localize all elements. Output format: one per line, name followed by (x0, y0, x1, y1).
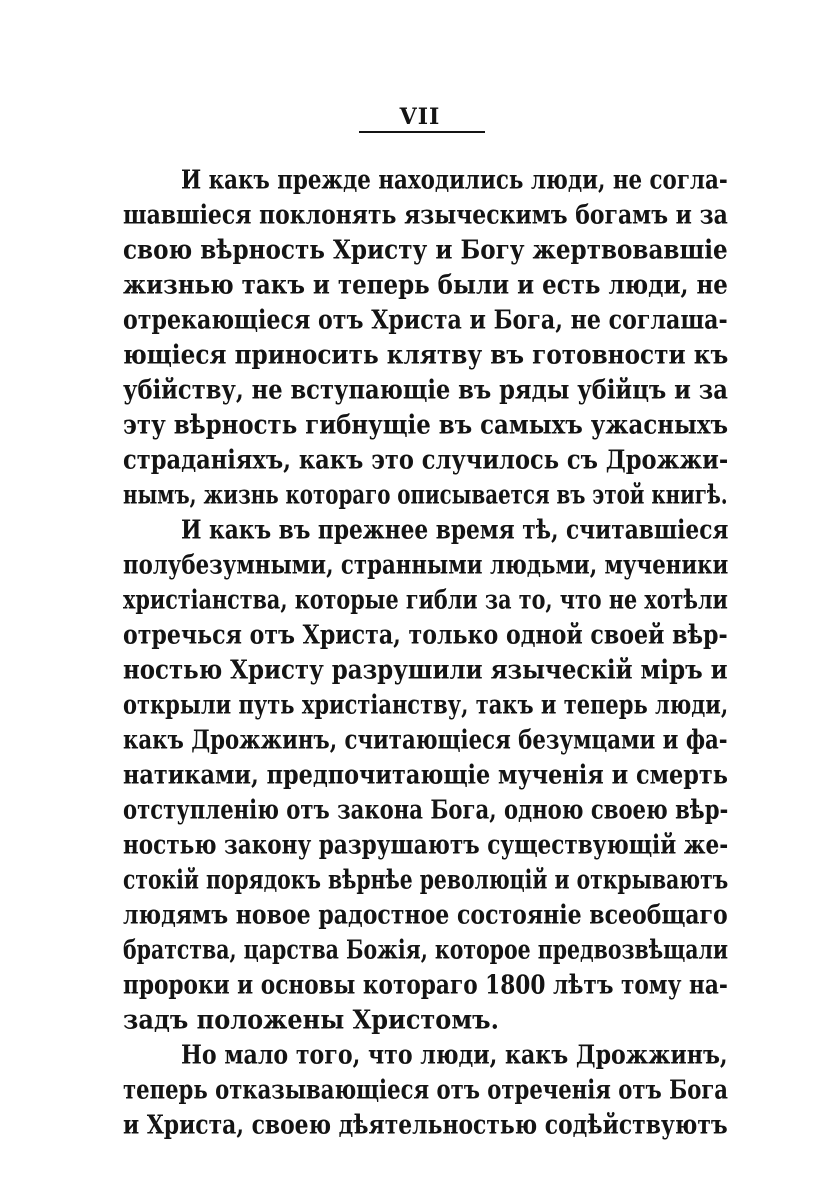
text-line: нымъ, жизнь котораго описывается въ этой книгѣ. (123, 478, 728, 511)
text-line: ностью Христу разрушили языческій міръ и (123, 653, 728, 686)
text-line: отречься отъ Христа, только одной своей вѣр- (123, 618, 728, 651)
text-line: страданіяхъ, какъ это случилось съ Дрожжи- (123, 443, 729, 476)
text-line: какъ Дрожжинъ, считающіеся безумцами и фа- (123, 723, 728, 756)
text-line: натиками, предпочитающіе мученія и смерть (123, 758, 728, 791)
header-rule (359, 131, 485, 133)
text-line: братства, царства Божія, которое предвозвѣщали (123, 933, 729, 966)
text-line: ностью закону разрушаютъ существующій же- (123, 828, 729, 861)
text-line: эту вѣрность гибнущіе въ самыхъ ужасныхъ (123, 408, 729, 441)
text-line: и Христа, своею дѣятельностью содѣйствуютъ (123, 1108, 728, 1141)
page-number: VII (399, 104, 441, 130)
text-line: христіанства, которые гибли за то, что не хотѣли (123, 583, 728, 616)
text-line: убійству, не вступающіе въ ряды убійцъ и за (123, 373, 728, 406)
text-line: полубезумными, странными людьми, мученики (123, 548, 729, 581)
text-line: ющіеся приносить клятву въ готовности къ (123, 338, 729, 371)
text-line: И какъ прежде находились люди, не согла- (181, 163, 728, 196)
text-line: пророки и основы котораго 1800 лѣтъ тому на- (123, 968, 728, 1001)
text-line: жизнью такъ и теперь были и есть люди, не (123, 268, 728, 301)
text-line: задъ положены Христомъ. (123, 1003, 499, 1036)
text-line: отрекающіеся отъ Христа и Бога, не соглаша- (123, 303, 728, 336)
text-line: теперь отказывающіеся отъ отреченія отъ Бога (123, 1073, 729, 1106)
text-line: И какъ въ прежнее время тѣ, считавшіеся (181, 513, 729, 546)
text-line: Но мало того, что люди, какъ Дрожжинъ, (181, 1038, 728, 1071)
text-line: свою вѣрность Христу и Богу жертвовавшіе (123, 233, 728, 266)
text-line: стокій порядокъ вѣрнѣе революцій и открываютъ (123, 863, 729, 896)
text-line: шавшіеся поклонять языческимъ богамъ и за (123, 198, 728, 231)
text-line: людямъ новое радостное состояніе всеобщаго (123, 898, 728, 931)
text-line: открыли путь христіанству, такъ и теперь люди, (123, 688, 729, 721)
text-line: отступленію отъ закона Бога, одною своею вѣр- (123, 793, 729, 826)
